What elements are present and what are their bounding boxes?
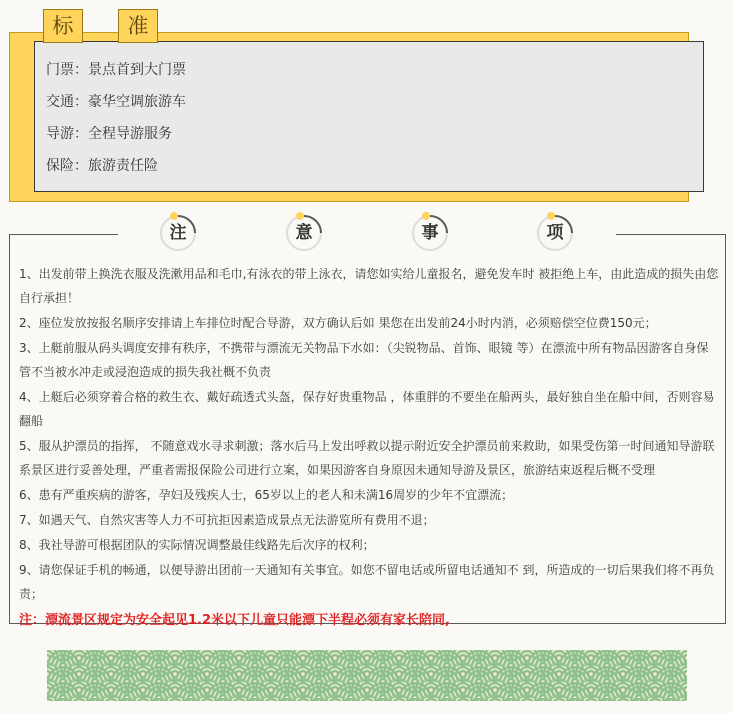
notice-warning: 注：漂流景区规定为安全起见1.2米以下儿童只能漂下半程必须有家长陪同, (19, 613, 450, 628)
standard-item-transport: 交通：豪华空调旅游车 (46, 94, 186, 110)
notice-heading-char-4: 项 (535, 211, 575, 251)
standard-tab-2: 准 (118, 9, 158, 43)
standard-item-ticket: 门票：景点首到大门票 (46, 62, 186, 78)
standard-item-insurance: 保险：旅游责任险 (46, 158, 158, 174)
notice-item-4: 4、上艇后必须穿着合格的救生衣、戴好疏透式头盔，保存好贵重物品 ，体重胖的不要坐在船两头，最好独自坐在船中间，否则容易翻船 (19, 390, 715, 428)
notice-item-3: 3、上艇前服从码头调度安排有秩序，不携带与漂流无关物品下水如：（尖锐物品、首饰、眼镜 等）在漂流中所有物品因游客自身保管不当被水冲走或浸泡造成的损失我社概不负责 (19, 341, 709, 379)
notice-item-8: 8、我社导游可根据团队的实际情况调整最佳线路先后次序的权利； (19, 538, 375, 552)
notice-item-9: 9、请您保证手机的畅通，以便导游出团前一天通知有关事宜。如您不留电话或所留电话通知不 到，所造成的一切后果我们将不再负责； (19, 563, 715, 601)
notice-item-2: 2、座位发放按报名顺序安排请上车排位时配合导游，双方确认后如 果您在出发前24小时内消，必须赔偿空位费150元； (19, 316, 657, 330)
notice-item-7: 7、如遇天气、自然灾害等人力不可抗拒因素造成景点无法游览所有费用不退； (19, 513, 435, 527)
notice-list (19, 262, 719, 634)
notice-heading-char-2: 意 (284, 211, 324, 251)
notice-heading-char-1: 注 (158, 211, 198, 251)
standard-list (34, 41, 704, 192)
notice-item-1: 1、出发前带上换洗衣服及洗漱用品和毛巾,有泳衣的带上泳衣，请您如实给儿童报名，避免发车时 被拒绝上车，由此造成的损失由您自行承担！ (19, 267, 719, 305)
decorative-wave-pattern (47, 650, 687, 701)
notice-heading-char-3: 事 (410, 211, 450, 251)
standard-item-guide: 导游：全程导游服务 (46, 126, 172, 142)
standard-tab-1: 标 (43, 9, 83, 43)
notice-item-6: 6、患有严重疾病的游客，孕妇及残疾人士，65岁以上的老人和未满16周岁的少年不宜漂流； (19, 488, 514, 502)
notice-item-5: 5、服从护漂员的指挥， 不随意戏水寻求刺激；落水后马上发出呼救以提示附近安全护漂员前来救助，如果受伤第一时间通知导游联系景区进行妥善处理，严重者需报保险公司进行立案，如果因游客自身原因未通知导游及景区，旅游结束返程后概不受理 (19, 439, 715, 477)
